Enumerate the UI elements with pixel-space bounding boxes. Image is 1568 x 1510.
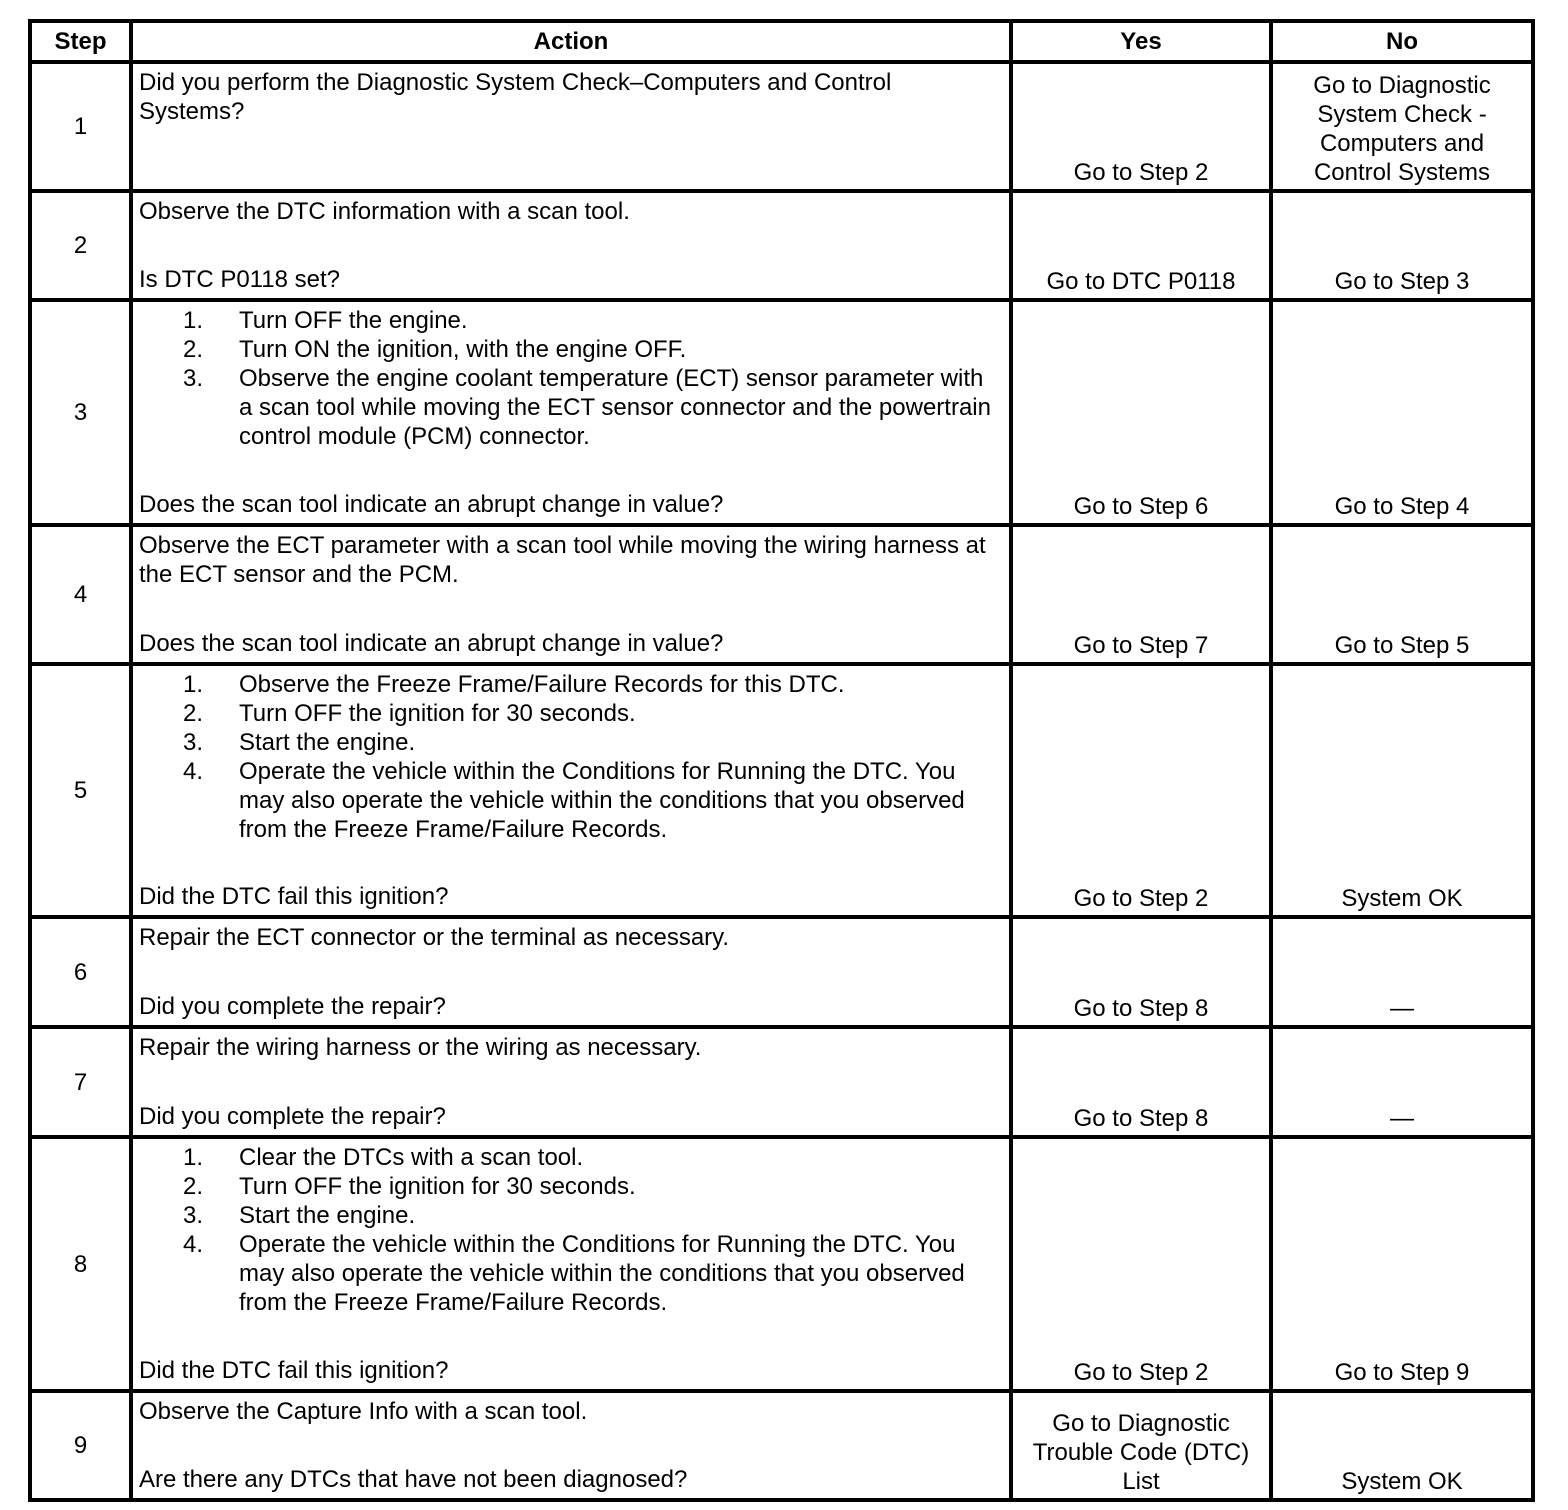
action-list <box>139 670 999 844</box>
step-number: 3 <box>30 300 131 525</box>
yes-cell: Go to Step 7 <box>1011 525 1271 664</box>
action-text: Repair the wiring harness or the wiring as necessary. <box>139 1034 702 1061</box>
header-no: No <box>1271 21 1533 62</box>
list-item: 3. Observe the engine coolant temperature (ECT) sensor parameter with a scan tool while moving the ECT sensor connector and the powertrain control module (PCM) connector. <box>183 365 991 450</box>
action-cell <box>131 525 1011 664</box>
table-row <box>30 525 1533 664</box>
action-cell <box>131 1137 1011 1391</box>
step-number: 2 <box>30 191 131 300</box>
step-number: 9 <box>30 1391 131 1500</box>
no-cell: — <box>1271 917 1533 1027</box>
list-item: 3. Start the engine. <box>183 1202 416 1229</box>
no-cell: Go to Diagnostic System Check - Computers and Control Systems <box>1271 62 1533 191</box>
step-number: 8 <box>30 1137 131 1391</box>
table-row <box>30 1027 1533 1137</box>
action-cell <box>131 191 1011 300</box>
no-cell: Go to Step 4 <box>1271 300 1533 525</box>
no-cell: System OK <box>1271 664 1533 917</box>
action-question: Did you complete the repair? <box>139 1103 446 1130</box>
action-cell <box>131 1391 1011 1500</box>
table-row <box>30 62 1533 191</box>
action-text: Observe the Capture Info with a scan tool. <box>139 1398 588 1425</box>
diagnostic-table <box>28 19 1535 1502</box>
no-cell: Go to Step 5 <box>1271 525 1533 664</box>
list-item: 2. Turn OFF the ignition for 30 seconds. <box>183 1173 636 1200</box>
action-list <box>139 1143 999 1317</box>
no-cell: Go to Step 9 <box>1271 1137 1533 1391</box>
action-cell <box>131 1027 1011 1137</box>
header-step: Step <box>30 21 131 62</box>
no-cell: — <box>1271 1027 1533 1137</box>
step-number: 6 <box>30 917 131 1027</box>
yes-cell: Go to Diagnostic Trouble Code (DTC) List <box>1011 1391 1271 1500</box>
no-cell: System OK <box>1271 1391 1533 1500</box>
table-row <box>30 917 1533 1027</box>
action-question: Did the DTC fail this ignition? <box>139 1357 449 1384</box>
list-item: 2. Turn ON the ignition, with the engine OFF. <box>183 336 687 363</box>
header-yes: Yes <box>1011 21 1271 62</box>
header-row <box>30 21 1533 62</box>
step-number: 7 <box>30 1027 131 1137</box>
action-question: Did you complete the repair? <box>139 993 446 1020</box>
action-text: Observe the DTC information with a scan tool. <box>139 198 630 225</box>
table-row <box>30 191 1533 300</box>
yes-cell: Go to Step 2 <box>1011 664 1271 917</box>
action-question: Did the DTC fail this ignition? <box>139 883 449 910</box>
action-cell <box>131 917 1011 1027</box>
table-row <box>30 1391 1533 1500</box>
list-item: 4. Operate the vehicle within the Conditions for Running the DTC. You may also operate the vehicle within the conditions that you observed from the Freeze Frame/Failure Records. <box>183 758 965 843</box>
action-text: Did you perform the Diagnostic System Check–Computers and Control Systems? <box>139 69 892 125</box>
step-number: 4 <box>30 525 131 664</box>
action-cell <box>131 62 1011 191</box>
table-row <box>30 300 1533 525</box>
table-row <box>30 664 1533 917</box>
action-question: Are there any DTCs that have not been diagnosed? <box>139 1466 688 1493</box>
yes-cell: Go to Step 2 <box>1011 1137 1271 1391</box>
action-text: Observe the ECT parameter with a scan tool while moving the wiring harness at the ECT sensor and the PCM. <box>139 532 986 588</box>
step-number: 5 <box>30 664 131 917</box>
action-cell <box>131 300 1011 525</box>
list-item: 1. Turn OFF the engine. <box>183 307 468 334</box>
table-row <box>30 1137 1533 1391</box>
yes-cell: Go to DTC P0118 <box>1011 191 1271 300</box>
yes-cell: Go to Step 8 <box>1011 917 1271 1027</box>
list-item: 4. Operate the vehicle within the Conditions for Running the DTC. You may also operate the vehicle within the conditions that you observed from the Freeze Frame/Failure Records. <box>183 1231 965 1316</box>
action-question: Does the scan tool indicate an abrupt change in value? <box>139 491 724 518</box>
list-item: 3. Start the engine. <box>183 729 416 756</box>
yes-cell: Go to Step 8 <box>1011 1027 1271 1137</box>
action-list <box>139 306 999 451</box>
yes-cell: Go to Step 2 <box>1011 62 1271 191</box>
action-question: Does the scan tool indicate an abrupt change in value? <box>139 630 724 657</box>
yes-cell: Go to Step 6 <box>1011 300 1271 525</box>
list-item: 2. Turn OFF the ignition for 30 seconds. <box>183 700 636 727</box>
action-cell <box>131 664 1011 917</box>
step-number: 1 <box>30 62 131 191</box>
list-item: 1. Observe the Freeze Frame/Failure Records for this DTC. <box>183 671 845 698</box>
action-text: Repair the ECT connector or the terminal as necessary. <box>139 924 730 951</box>
header-action: Action <box>131 21 1011 62</box>
action-question: Is DTC P0118 set? <box>139 266 340 293</box>
no-cell: Go to Step 3 <box>1271 191 1533 300</box>
list-item: 1. Clear the DTCs with a scan tool. <box>183 1144 584 1171</box>
